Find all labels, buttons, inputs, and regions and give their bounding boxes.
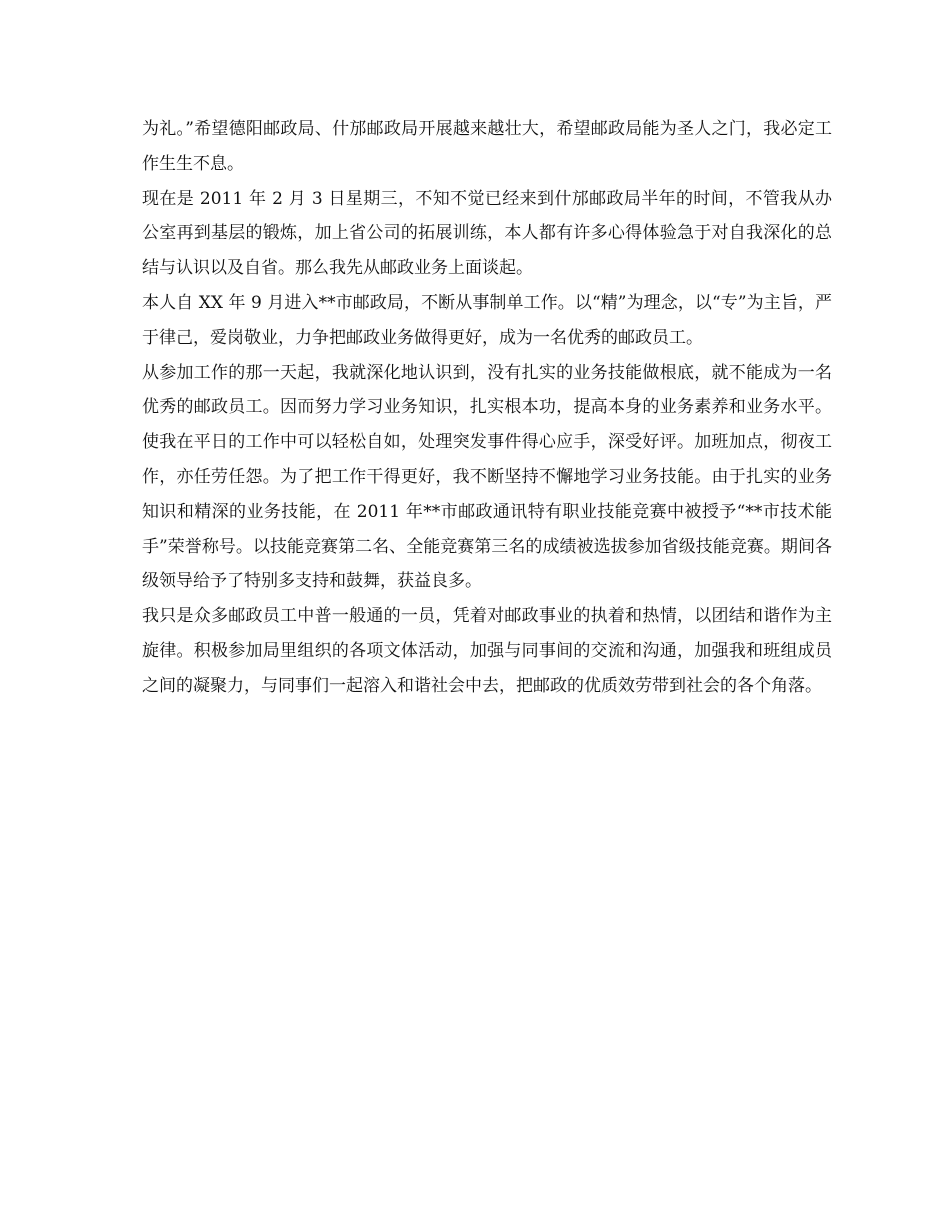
paragraph-3: 本人自 XX 年 9 月进入**市邮政局，不断从事制单工作。以“精”为理念，以“专”为主旨，严于律己，爱岗敬业，力争把邮政业务做得更好，成为一名优秀的邮政员工。 xyxy=(142,292,832,348)
paragraph-5: 我只是众多邮政员工中普一般通的一员，凭着对邮政事业的执着和热情，以团结和谐作为主旋律。积极参加局里组织的各项文体活动，加强与同事间的交流和沟通，加强我和班组成员之间的凝聚力，与同事们一起溶入和谐社会中去，把邮政的优质效劳带到社会的各个角落。 xyxy=(142,606,832,696)
paragraph-2: 现在是 2011 年 2 月 3 日星期三，不知不觉已经来到什邡邮政局半年的时间，不管我从办公室再到基层的锻炼，加上省公司的拓展训练，本人都有许多心得体验急于对自我深化的总结与认识以及自省。那么我先从邮政业务上面谈起。 xyxy=(142,188,832,279)
paragraph-1: 为礼。”希望德阳邮政局、什邡邮政局开展越来越壮大，希望邮政局能为圣人之门，我必定工作生生不息。 xyxy=(142,119,832,174)
document-body xyxy=(142,112,832,704)
paragraph-4: 从参加工作的那一天起，我就深化地认识到，没有扎实的业务技能做根底，就不能成为一名优秀的邮政员工。因而努力学习业务知识，扎实根本功，提高本身的业务素养和业务水平。使我在平日的工作中可以轻松自如，处理突发事件得心应手，深受好评。加班加点，彻夜工作，亦任劳任怨。为了把工作干得更好，我不断坚持不懈地学习业务技能。由于扎实的业务知识和精深的业务技能，在 2011 年**市邮政通讯特有职业技能竞赛中被授予“**市技术能手”荣誉称号。以技能竞赛第二名、全能竞赛第三名的成绩被选拔参加省级技能竞赛。期间各级领导给予了特别多支持和鼓舞，获益良多。 xyxy=(142,362,832,592)
